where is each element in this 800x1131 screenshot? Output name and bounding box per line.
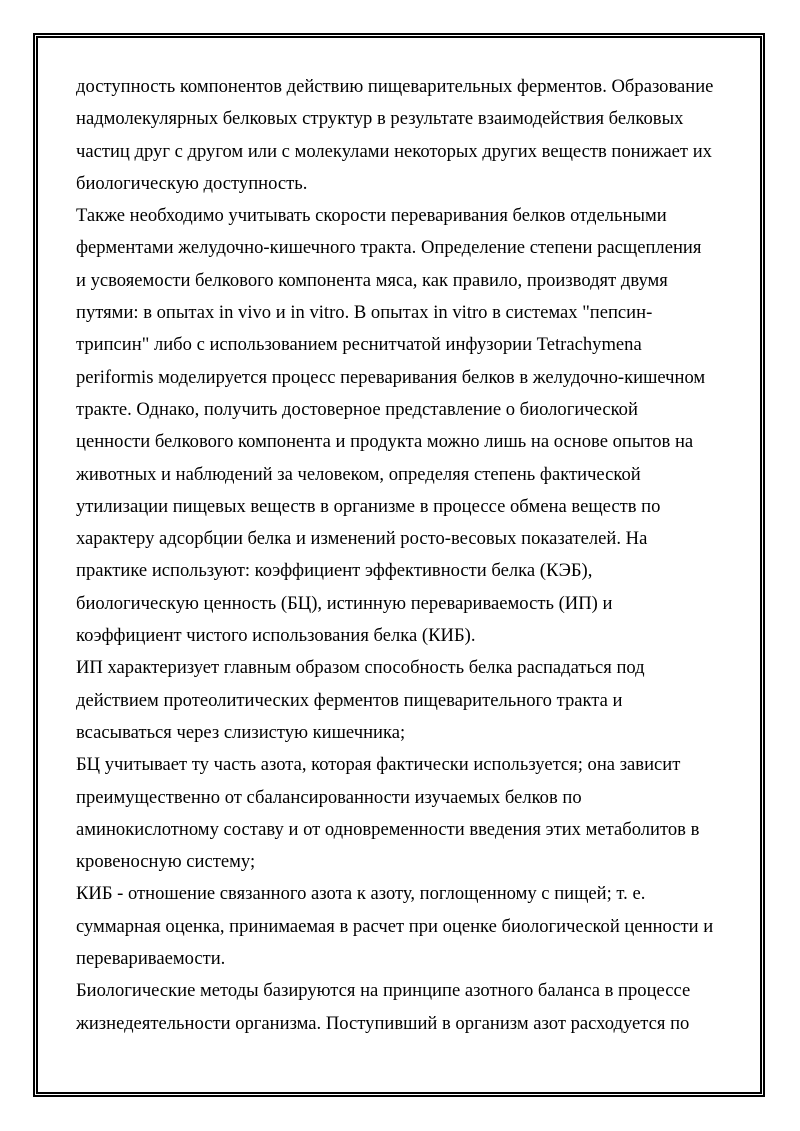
text-line: Также необходимо учитывать скорости переваривания белков отдельными [76,205,667,227]
text-line: ферментами желудочно-кишечного тракта. Определение степени расщепления [76,237,702,259]
text-line: преимущественно от сбалансированности изучаемых белков по [76,786,582,808]
text-line: кровеносную систему; [76,851,256,873]
text-line: коэффициент чистого использования белка (КИБ). [76,625,476,647]
text-line: доступность компонентов действию пищеварительных ферментов. Образование [76,76,714,97]
text-line: БЦ учитывает ту часть азота, которая фактически используется; она зависит [76,754,681,776]
text-line: ценности белкового компонента и продукта можно лишь на основе опытов на [76,431,694,453]
document-text [76,71,736,1040]
text-line: утилизации пищевых веществ в организме в процессе обмена веществ по [76,495,661,517]
text-line: КИБ - отношение связанного азота к азоту, поглощенному с пищей; т. е. [76,883,646,905]
text-line: путями: в опытах in vivo и in vitro. В опытах in vitro в системах "пепсин- [76,302,653,324]
text-line: суммарная оценка, принимаемая в расчет при оценке биологической ценности и [76,915,714,937]
text-line: биологическую доступность. [76,172,308,194]
text-line: всасываться через слизистую кишечника; [76,721,406,743]
text-line: характеру адсорбции белка и изменений росто-весовых показателей. На [76,528,648,550]
text-line: действием протеолитических ферментов пищеварительного тракта и [76,689,623,711]
text-line: биологическую ценность (БЦ), истинную перевариваемость (ИП) и [76,592,613,614]
text-line: животных и наблюдений за человеком, определяя степень фактической [76,463,641,485]
text-line: жизнедеятельности организма. Поступивший в организм азот расходуется по [76,1012,690,1034]
text-line: тракте. Однако, получить достоверное представление о биологической [76,398,638,420]
text-line: аминокислотному составу и от одновременности введения этих метаболитов в [76,818,700,840]
text-line: трипсин" либо с использованием реснитчатой инфузории Tetrachymena [76,334,642,356]
text-line: Биологические методы базируются на принципе азотного баланса в процессе [76,980,691,1002]
text-line: практике используют: коэффициент эффективности белка (КЭБ), [76,560,593,582]
text-line: и усвояемости белкового компонента мяса, как правило, производят двумя [76,269,668,291]
text-line: перевариваемости. [76,948,226,970]
text-line: ИП характеризует главным образом способность белка распадаться под [76,657,645,679]
text-line: надмолекулярных белковых структур в результате взаимодействия белковых [76,108,684,130]
text-line: частиц друг с другом или с молекулами некоторых других веществ понижает их [76,140,712,162]
text-line: periformis моделируется процесс переваривания белков в желудочно-кишечном [76,366,706,388]
